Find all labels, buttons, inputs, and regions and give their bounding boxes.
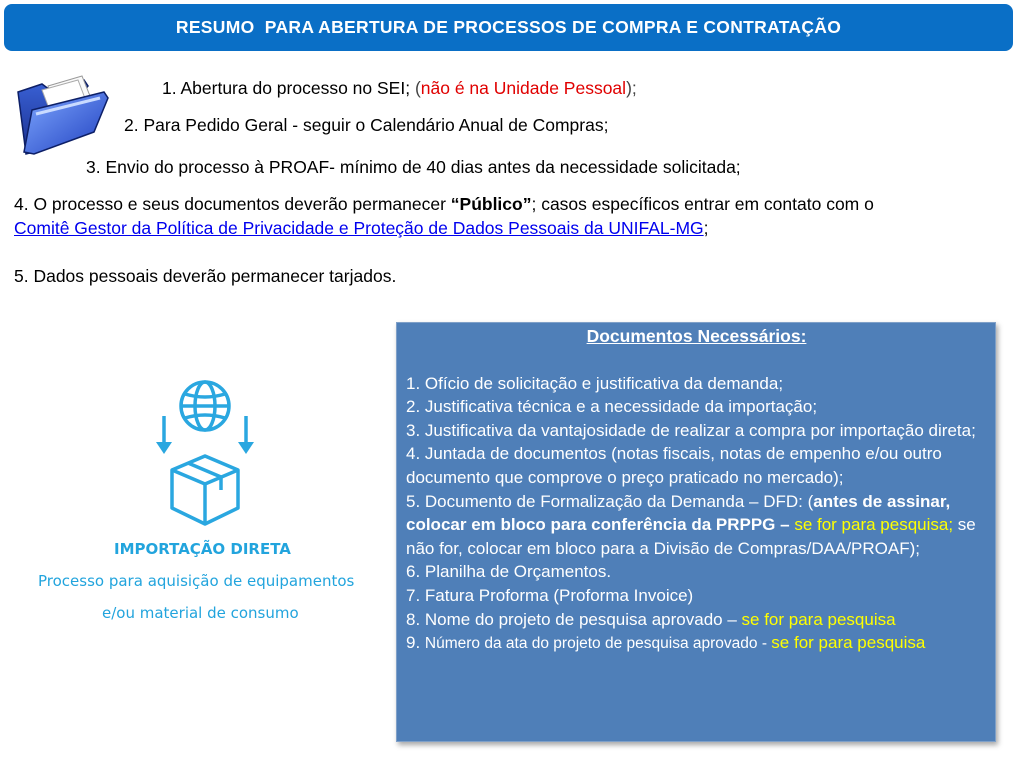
illustration-caption-1: Processo para aquisição de equipamentos	[38, 572, 355, 590]
step-5: 5. Dados pessoais deverão permanecer tarjados.	[14, 266, 397, 286]
documents-title: Documentos Necessários:	[586, 326, 807, 346]
step-4: 4. O processo e seus documentos deverão permanecer “Público”; casos específicos entrar em contato com o	[14, 194, 874, 214]
required-documents-panel	[396, 322, 996, 742]
illustration-caption-2: e/ou material de consumo	[102, 604, 299, 622]
doc-item-6: 6. Planilha de Orçamentos.	[406, 562, 612, 582]
folder-icon	[12, 70, 112, 160]
step-2: 2. Para Pedido Geral - seguir o Calendário Anual de Compras;	[124, 115, 609, 135]
doc-item-3: 3. Justificativa da vantajosidade de realizar a compra por importação direta;	[406, 420, 976, 440]
doc-item-7: 7. Fatura Proforma (Proforma Invoice)	[406, 585, 694, 605]
page-title: RESUMO PARA ABERTURA DE PROCESSOS DE COMPRA E CONTRATAÇÃO	[175, 17, 842, 37]
doc-item-9: 9. Número da ata do projeto de pesquisa aprovado - se for para pesquisa	[406, 633, 926, 653]
illustration-title: IMPORTAÇÃO DIRETA	[114, 540, 291, 558]
doc-item-8: 8. Nome do projeto de pesquisa aprovado – se for para pesquisa	[406, 609, 896, 629]
step-1: 1. Abertura do processo no SEI; (não é na Unidade Pessoal);	[162, 78, 637, 98]
not-personal-unit-note: não é na Unidade Pessoal	[420, 78, 627, 98]
doc-item-4: 4. Juntada de documentos (notas fiscais, notas de empenho e/ou outro documento que comprove o preço praticado no mercado);	[406, 444, 942, 487]
step-3: 3. Envio do processo à PROAF- mínimo de 40 dias antes da necessidade solicitada;	[86, 157, 741, 177]
doc-item-1: 1. Ofício de solicitação e justificativa da demanda;	[406, 373, 784, 393]
doc-item-5: 5. Documento de Formalização da Demanda – DFD: (antes de assinar, colocar em bloco para conferência da PRPPG – se for para pesquisa; se não for, colocar em bloco para a Divisão de Compras/DAA/PROAF);	[406, 491, 976, 558]
doc-item-2: 2. Justificativa técnica e a necessidade da importação;	[406, 397, 818, 417]
step-4-link-line: Comitê Gestor da Política de Privacidade e Proteção de Dados Pessoais da UNIFAL-MG;	[14, 218, 709, 238]
committee-link[interactable]: Comitê Gestor da Política de Privacidade e Proteção de Dados Pessoais da UNIFAL-MG	[14, 218, 704, 238]
title-banner	[4, 4, 1013, 51]
globe-box-arrows-icon	[150, 378, 260, 528]
